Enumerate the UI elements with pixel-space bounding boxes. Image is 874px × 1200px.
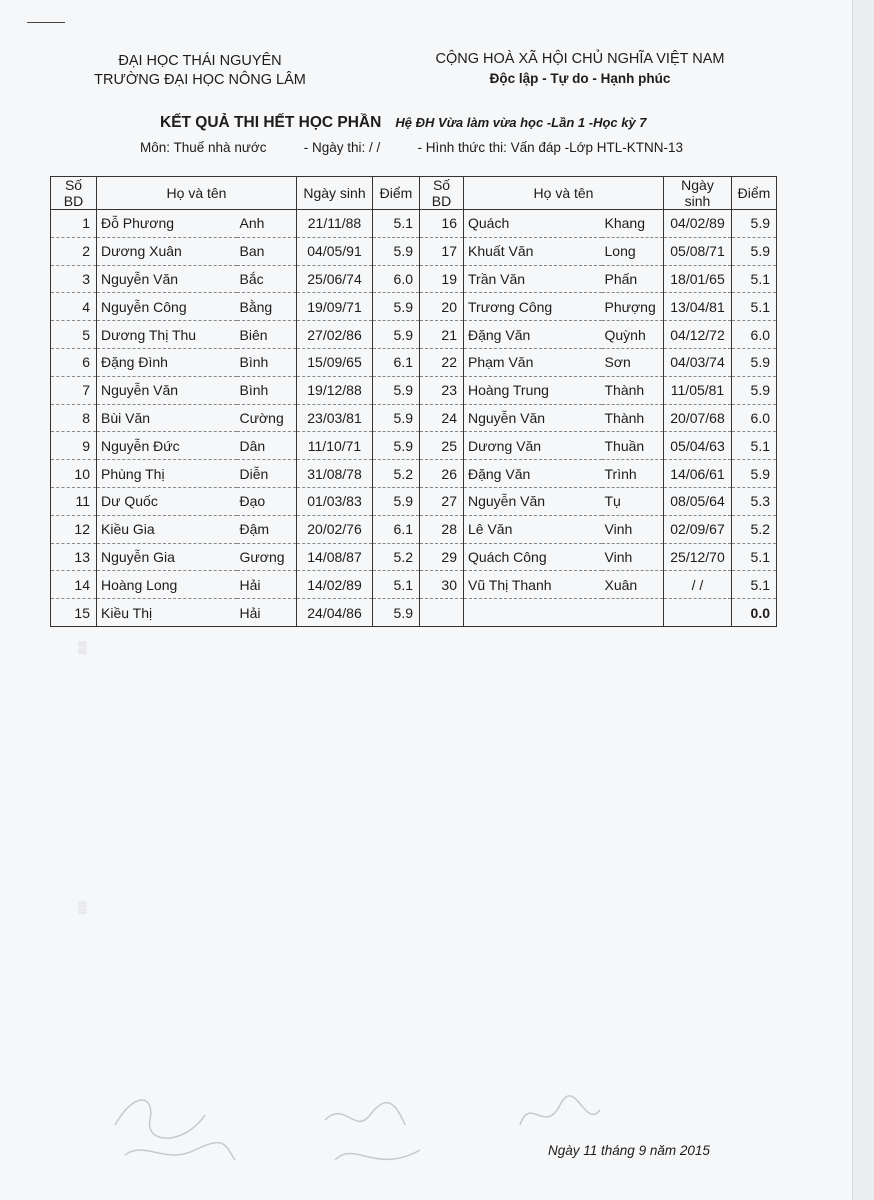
- cell-score: 6.0: [373, 265, 420, 293]
- table-row: [51, 460, 777, 488]
- cell-last: Quách Công: [464, 543, 602, 571]
- cell-dob: 13/04/81: [664, 293, 732, 321]
- scan-edge: [853, 0, 874, 1200]
- bleed-through-text: ▒: [78, 900, 87, 914]
- institution-header: [60, 52, 340, 90]
- cell-no: 16: [420, 210, 464, 238]
- country-name: CỘNG HOÀ XÃ HỘI CHỦ NGHĨA VIỆT NAM: [435, 51, 725, 67]
- cell-last: Nguyễn Văn: [464, 404, 602, 432]
- cell-first: Dân: [237, 432, 297, 460]
- cell-dob: 24/04/86: [297, 599, 373, 627]
- cell-dob: 19/12/88: [297, 376, 373, 404]
- cell-first: [602, 599, 664, 627]
- cell-last: Phùng Thị: [97, 460, 237, 488]
- cell-first: Biên: [237, 321, 297, 349]
- cell-last: Kiều Gia: [97, 515, 237, 543]
- table-row: [51, 599, 777, 627]
- corner-mark: [27, 22, 65, 23]
- cell-score: 6.0: [732, 321, 777, 349]
- cell-first: Thành: [602, 404, 664, 432]
- cell-score: 5.9: [373, 404, 420, 432]
- cell-last: Trương Công: [464, 293, 602, 321]
- cell-dob: 25/12/70: [664, 543, 732, 571]
- cell-dob: 14/08/87: [297, 543, 373, 571]
- cell-last: Đặng Đình: [97, 348, 237, 376]
- cell-first: Diễn: [237, 460, 297, 488]
- cell-last: Dư Quốc: [97, 487, 237, 515]
- col-score: Điểm: [732, 177, 777, 210]
- cell-last: Đặng Văn: [464, 460, 602, 488]
- cell-last: Quách: [464, 210, 602, 238]
- cell-first: Phấn: [602, 265, 664, 293]
- cell-dob: 20/02/76: [297, 515, 373, 543]
- cell-no: 4: [51, 293, 97, 321]
- cell-dob: 27/02/86: [297, 321, 373, 349]
- table-header-row: [51, 177, 777, 210]
- cell-score: 6.1: [373, 348, 420, 376]
- cell-score: 5.9: [373, 487, 420, 515]
- cell-dob: 11/10/71: [297, 432, 373, 460]
- cell-last: Hoàng Long: [97, 571, 237, 599]
- cell-dob: 01/03/83: [297, 487, 373, 515]
- cell-dob: 19/09/71: [297, 293, 373, 321]
- cell-last: Nguyễn Gia: [97, 543, 237, 571]
- cell-first: Bình: [237, 348, 297, 376]
- cell-first: Sơn: [602, 348, 664, 376]
- cell-first: Quỳnh: [602, 321, 664, 349]
- cell-no: 19: [420, 265, 464, 293]
- cell-first: Ban: [237, 237, 297, 265]
- cell-score: 5.2: [732, 515, 777, 543]
- cell-first: Long: [602, 237, 664, 265]
- cell-last: [464, 599, 602, 627]
- cell-dob: 31/08/78: [297, 460, 373, 488]
- table-row: [51, 265, 777, 293]
- cell-dob: 02/09/67: [664, 515, 732, 543]
- signature-image: [300, 1090, 450, 1180]
- cell-first: Phượng: [602, 293, 664, 321]
- cell-first: Đạo: [237, 487, 297, 515]
- cell-first: Vinh: [602, 515, 664, 543]
- cell-no: 22: [420, 348, 464, 376]
- cell-no: 7: [51, 376, 97, 404]
- cell-score: 5.9: [732, 460, 777, 488]
- cell-dob: 15/09/65: [297, 348, 373, 376]
- cell-no: 28: [420, 515, 464, 543]
- col-dob: Ngày sinh: [297, 177, 373, 210]
- cell-no: 3: [51, 265, 97, 293]
- cell-last: Nguyễn Văn: [97, 265, 237, 293]
- cell-first: Bình: [237, 376, 297, 404]
- table-row: [51, 487, 777, 515]
- cell-dob: 21/11/88: [297, 210, 373, 238]
- document-title: [160, 114, 647, 132]
- cell-score: 6.0: [732, 404, 777, 432]
- table-row: [51, 432, 777, 460]
- cell-first: Trình: [602, 460, 664, 488]
- cell-dob: 23/03/81: [297, 404, 373, 432]
- cell-last: Nguyễn Văn: [464, 487, 602, 515]
- cell-last: Kiều Thị: [97, 599, 237, 627]
- cell-first: Đậm: [237, 515, 297, 543]
- cell-first: Tụ: [602, 487, 664, 515]
- cell-last: Đỗ Phương: [97, 210, 237, 238]
- cell-last: Dương Xuân: [97, 237, 237, 265]
- table-row: [51, 376, 777, 404]
- table-row: [51, 321, 777, 349]
- cell-score: 5.9: [732, 376, 777, 404]
- cell-last: Hoàng Trung: [464, 376, 602, 404]
- results-table: [50, 176, 777, 627]
- cell-score: 5.9: [373, 237, 420, 265]
- cell-score: 5.9: [373, 293, 420, 321]
- cell-no: 13: [51, 543, 97, 571]
- cell-no: 1: [51, 210, 97, 238]
- cell-score: 6.1: [373, 515, 420, 543]
- cell-dob: 25/06/74: [297, 265, 373, 293]
- cell-score: 5.9: [732, 237, 777, 265]
- col-name: Họ và tên: [97, 177, 297, 210]
- cell-dob: 20/07/68: [664, 404, 732, 432]
- cell-first: Bằng: [237, 293, 297, 321]
- cell-last: Dương Thị Thu: [97, 321, 237, 349]
- school-name: TRƯỜNG ĐẠI HỌC NÔNG LÂM: [94, 72, 306, 88]
- cell-no: 15: [51, 599, 97, 627]
- title-program: Hệ ĐH Vừa làm vừa học -Lần 1 -Học kỳ 7: [395, 115, 647, 130]
- cell-no: 29: [420, 543, 464, 571]
- col-dob: Ngày sinh: [664, 177, 732, 210]
- cell-dob: 05/04/63: [664, 432, 732, 460]
- cell-score: 5.2: [373, 460, 420, 488]
- table-row: [51, 210, 777, 238]
- cell-first: Cường: [237, 404, 297, 432]
- signature-image: [500, 1085, 620, 1145]
- cell-dob: 18/01/65: [664, 265, 732, 293]
- cell-last: Bùi Văn: [97, 404, 237, 432]
- cell-no: 21: [420, 321, 464, 349]
- cell-score: 5.2: [373, 543, 420, 571]
- table-row: [51, 348, 777, 376]
- cell-dob: 08/05/64: [664, 487, 732, 515]
- table-row: [51, 237, 777, 265]
- national-header: [420, 50, 740, 88]
- cell-score: 5.1: [732, 432, 777, 460]
- cell-dob: 11/05/81: [664, 376, 732, 404]
- table-row: [51, 293, 777, 321]
- cell-first: Bắc: [237, 265, 297, 293]
- cell-last: Dương Văn: [464, 432, 602, 460]
- exam-info: [140, 140, 683, 155]
- cell-dob: / /: [664, 571, 732, 599]
- cell-dob: 05/08/71: [664, 237, 732, 265]
- cell-score: 5.1: [732, 265, 777, 293]
- cell-last: Nguyễn Đức: [97, 432, 237, 460]
- cell-no: 24: [420, 404, 464, 432]
- cell-dob: 04/12/72: [664, 321, 732, 349]
- cell-no: 14: [51, 571, 97, 599]
- cell-first: Khang: [602, 210, 664, 238]
- cell-dob: 04/03/74: [664, 348, 732, 376]
- cell-last: Khuất Văn: [464, 237, 602, 265]
- cell-no: 26: [420, 460, 464, 488]
- cell-score: 0.0: [732, 599, 777, 627]
- cell-score: 5.1: [373, 210, 420, 238]
- cell-no: 5: [51, 321, 97, 349]
- cell-no: 27: [420, 487, 464, 515]
- table-row: [51, 571, 777, 599]
- cell-no: 30: [420, 571, 464, 599]
- cell-last: Vũ Thị Thanh: [464, 571, 602, 599]
- cell-first: Anh: [237, 210, 297, 238]
- cell-score: 5.9: [373, 321, 420, 349]
- col-no: Số BD: [420, 177, 464, 210]
- cell-dob: [664, 599, 732, 627]
- cell-first: Gương: [237, 543, 297, 571]
- cell-no: 8: [51, 404, 97, 432]
- signing-date: Ngày 11 tháng 9 năm 2015: [548, 1143, 710, 1158]
- cell-last: Nguyễn Công: [97, 293, 237, 321]
- cell-last: Đặng Văn: [464, 321, 602, 349]
- bleed-through-text: ▒: [78, 640, 87, 654]
- cell-score: 5.9: [732, 210, 777, 238]
- cell-score: 5.3: [732, 487, 777, 515]
- cell-no: 20: [420, 293, 464, 321]
- cell-dob: 14/06/61: [664, 460, 732, 488]
- cell-no: 10: [51, 460, 97, 488]
- cell-first: Vinh: [602, 543, 664, 571]
- table-row: [51, 404, 777, 432]
- cell-score: 5.9: [373, 376, 420, 404]
- cell-last: Lê Văn: [464, 515, 602, 543]
- signature-image: [95, 1085, 245, 1175]
- table-row: [51, 543, 777, 571]
- cell-score: 5.1: [732, 543, 777, 571]
- table-row: [51, 515, 777, 543]
- col-no: Số BD: [51, 177, 97, 210]
- cell-last: Phạm Văn: [464, 348, 602, 376]
- cell-score: 5.9: [373, 432, 420, 460]
- cell-no: 6: [51, 348, 97, 376]
- cell-no: 12: [51, 515, 97, 543]
- title-main: KẾT QUẢ THI HẾT HỌC PHẦN: [160, 114, 382, 131]
- university-name: ĐẠI HỌC THÁI NGUYÊN: [118, 53, 282, 69]
- cell-first: Hải: [237, 571, 297, 599]
- cell-no: 25: [420, 432, 464, 460]
- cell-no: [420, 599, 464, 627]
- cell-score: 5.1: [373, 571, 420, 599]
- subject-label: Môn: Thuế nhà nước: [140, 140, 267, 155]
- col-score: Điểm: [373, 177, 420, 210]
- cell-score: 5.1: [732, 293, 777, 321]
- exam-form: - Hình thức thi: Vấn đáp -Lớp HTL-KTNN-13: [417, 140, 684, 155]
- cell-last: Trần Văn: [464, 265, 602, 293]
- cell-dob: 04/02/89: [664, 210, 732, 238]
- cell-no: 2: [51, 237, 97, 265]
- cell-no: 17: [420, 237, 464, 265]
- cell-score: 5.9: [373, 599, 420, 627]
- cell-dob: 14/02/89: [297, 571, 373, 599]
- cell-first: Hải: [237, 599, 297, 627]
- cell-no: 23: [420, 376, 464, 404]
- cell-score: 5.1: [732, 571, 777, 599]
- cell-first: Thành: [602, 376, 664, 404]
- col-name: Họ và tên: [464, 177, 664, 210]
- cell-dob: 04/05/91: [297, 237, 373, 265]
- cell-no: 11: [51, 487, 97, 515]
- exam-date: - Ngày thi: / /: [303, 140, 381, 155]
- cell-first: Xuân: [602, 571, 664, 599]
- cell-first: Thuần: [602, 432, 664, 460]
- cell-no: 9: [51, 432, 97, 460]
- national-motto: Độc lập - Tự do - Hạnh phúc: [489, 71, 671, 86]
- cell-score: 5.9: [732, 348, 777, 376]
- cell-last: Nguyễn Văn: [97, 376, 237, 404]
